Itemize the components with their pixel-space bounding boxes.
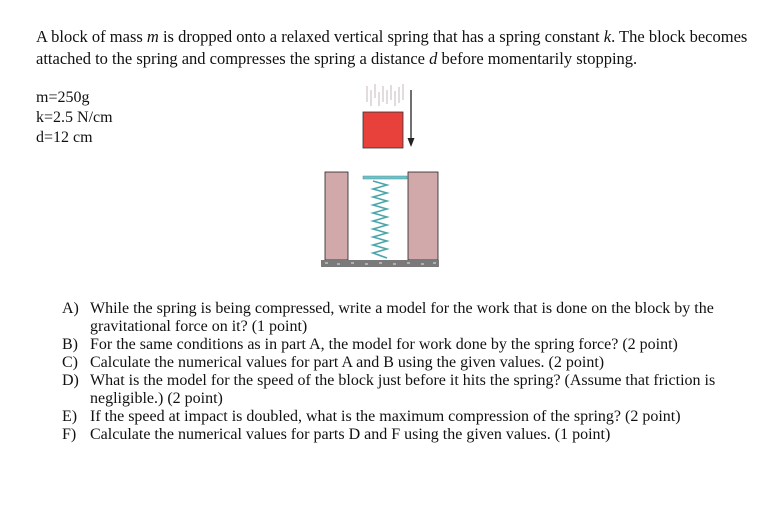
- intro-text-3: . The block becomes attached to the spring and compresses the spring a distance: [36, 27, 748, 68]
- given-values: [36, 88, 113, 148]
- question-b: [62, 336, 732, 354]
- question-text: Calculate the numerical values for parts D and F using the given values. (1 point): [90, 426, 611, 443]
- question-list: [62, 300, 732, 444]
- question-text: What is the model for the speed of the block just before it hits the spring? (Assume that friction is negligible.) (2 point): [90, 372, 716, 407]
- var-k: k: [603, 27, 612, 46]
- down-arrow-icon: [408, 90, 415, 147]
- intro-text-4: before momentarily stopping.: [437, 49, 638, 68]
- given-distance: d=12 cm: [36, 129, 93, 146]
- question-label: F): [62, 426, 77, 443]
- question-text: For the same conditions as in part A, the model for work done by the spring force? (2 point): [90, 336, 678, 353]
- given-spring-constant: k=2.5 N/cm: [36, 109, 113, 126]
- spring-block-diagram: [315, 82, 445, 272]
- question-label: A): [62, 300, 79, 317]
- question-f: [62, 426, 732, 444]
- falling-block: [363, 112, 403, 148]
- left-wall: [325, 172, 348, 260]
- question-text: Calculate the numerical values for part A and B using the given values. (2 point): [90, 354, 605, 371]
- question-label: C): [62, 354, 78, 371]
- motion-lines: [367, 84, 403, 106]
- right-wall: [408, 172, 438, 260]
- question-label: B): [62, 336, 78, 353]
- intro-text-2: is dropped onto a relaxed vertical spring that has a spring constant: [158, 27, 604, 46]
- given-mass: m=250g: [36, 89, 90, 106]
- var-d: d: [429, 49, 438, 68]
- question-text: While the spring is being compressed, write a model for the work that is done on the block by the gravitational force on it? (1 point): [90, 300, 714, 335]
- question-c: [62, 354, 732, 372]
- var-m: m: [146, 27, 159, 46]
- question-text: If the speed at impact is doubled, what is the maximum compression of the spring? (2 point): [90, 408, 681, 425]
- problem-statement: [36, 26, 756, 70]
- question-label: E): [62, 408, 78, 425]
- question-e: [62, 408, 732, 426]
- question-d: [62, 372, 732, 408]
- question-label: D): [62, 372, 79, 389]
- intro-text-1: A block of mass: [36, 27, 147, 46]
- spring: [363, 176, 407, 258]
- question-a: [62, 300, 732, 336]
